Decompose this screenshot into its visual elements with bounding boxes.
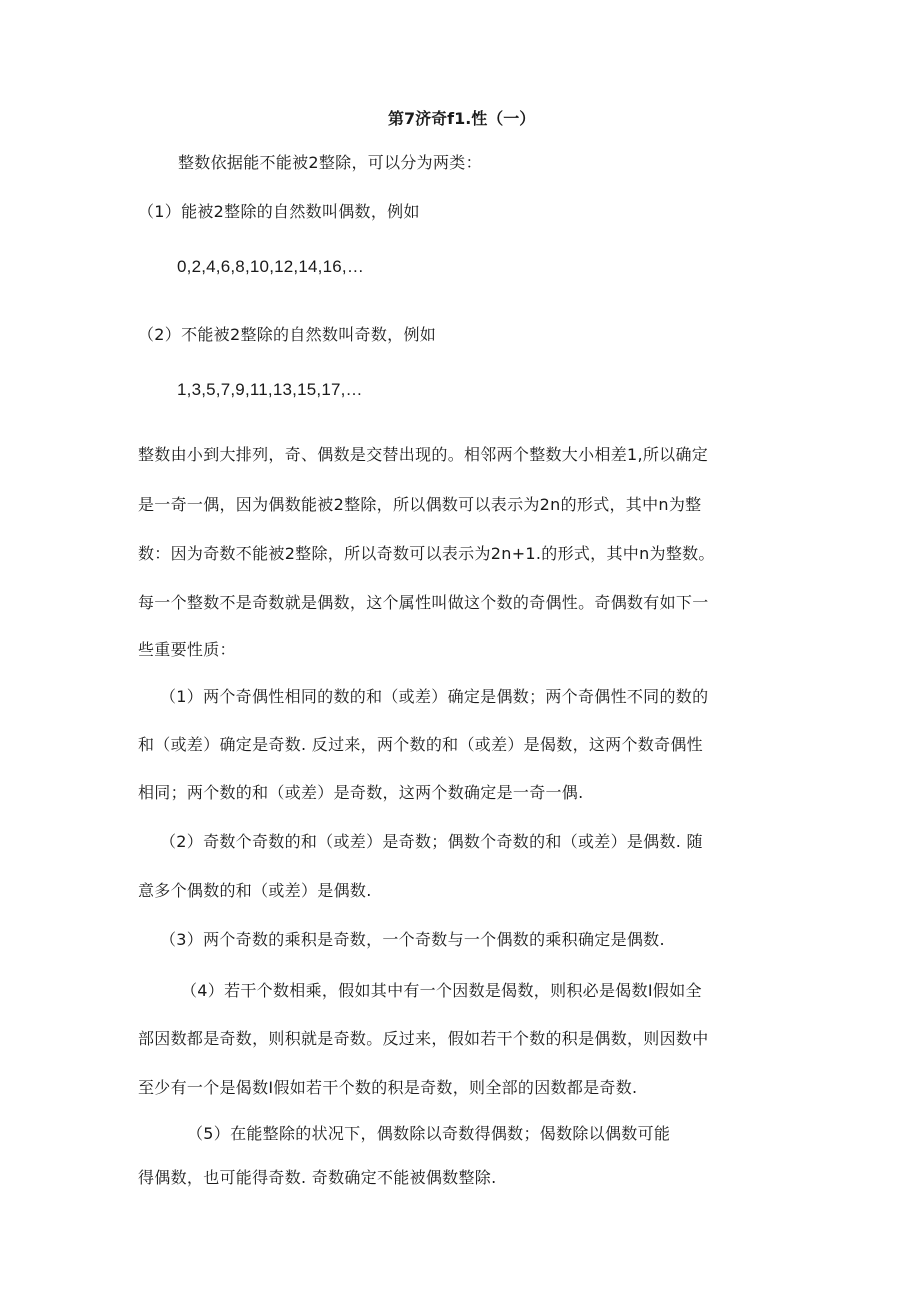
property-1-line: （1）两个奇偶性相同的数的和（或差）确定是偶数；两个奇偶性不同的数的 — [160, 687, 709, 706]
property-1-line: 和（或差）确定是奇数. 反过来，两个数的和（或差）是偈数，这两个数奇偶性 — [138, 735, 703, 754]
property-4-line: 部因数都是奇数，则积就是奇数。反过来，假如若干个数的积是偶数，则因数中 — [138, 1029, 709, 1048]
page-title: 第7济奇f1.性（一） — [388, 109, 536, 128]
property-2-line: （2）奇数个奇数的和（或差）是奇数；偶数个奇数的和（或差）是偶数. 随 — [160, 832, 703, 851]
odd-example: 1,3,5,7,9,11,13,15,17,… — [177, 380, 363, 399]
paragraph-line: 每一个整数不是奇数就是偶数，这个属性叫做这个数的奇偶性。奇偶数有如下一 — [138, 593, 709, 612]
paragraph-line: 些重要性质： — [138, 640, 236, 659]
property-2-line: 意多个偶数的和（或差）是偶数. — [138, 881, 372, 900]
property-1-line: 相同；两个数的和（或差）是奇数，这两个数确定是一奇一偶. — [138, 783, 584, 802]
property-3-line: （3）两个奇数的乘积是奇数，一个奇数与一个偶数的乘积确定是偶数. — [160, 930, 665, 949]
property-5-line: （5）在能整除的状况下，偶数除以奇数得偶数；偈数除以偶数可能 — [187, 1124, 671, 1143]
property-5-line: 得偶数，也可能得奇数. 奇数确定不能被偶数整除. — [138, 1168, 497, 1187]
definition-even: （1）能被2整除的自然数叫偶数，例如 — [138, 202, 420, 221]
property-4-line: 至少有一个是偈数I假如若干个数的积是奇数，则全部的因数都是奇数. — [138, 1078, 638, 1097]
property-4-line: （4）若干个数相乘，假如其中有一个因数是偈数，则积必是偈数I假如全 — [181, 981, 702, 1000]
paragraph-line: 是一奇一偶，因为偶数能被2整除，所以偶数可以表示为2n的形式，其中n为整 — [138, 495, 702, 514]
intro-line: 整数依据能不能被2整除，可以分为两类： — [178, 153, 482, 172]
paragraph-line: 整数由小到大排列，奇、偶数是交替出现的。相邻两个整数大小相差1,所以确定 — [138, 445, 709, 464]
paragraph-line: 数：因为奇数不能被2整除，所以奇数可以表示为2n+1.的形式，其中n为整数。 — [138, 544, 715, 563]
definition-odd: （2）不能被2整除的自然数叫奇数，例如 — [138, 325, 437, 344]
even-example: 0,2,4,6,8,10,12,14,16,… — [177, 257, 365, 276]
